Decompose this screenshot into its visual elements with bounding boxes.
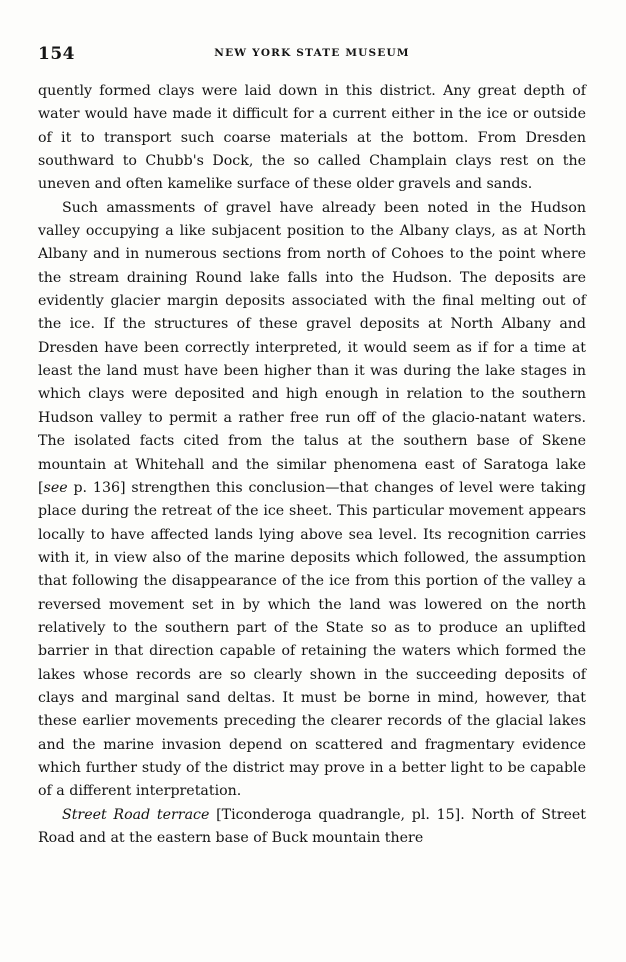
paragraph-text: Such amassments of gravel have already been noted in the Hudson valley occupying a like subjacent position to the Albany clays, as at North Albany and in numerous sections from north of Cohoes to the point where the stream draining Round lake falls into the Hudson. The deposits are evidently glacier margin deposits associated with the final melting out of the ice. If the structures of these gravel deposits at North Albany and Dresden have been correctly interpreted, it would seem as if for a time at least the land must have been higher than it was during the lake stages in which clays were deposited and high enough in relation to the southern Hudson valley to permit a rather free run off of the glacio-natant waters. The isolated facts cited from the talus at the southern base of Skene mountain at Whitehall and the similar phenomena east of Saratoga lake [ xyxy=(38,199,586,496)
page-number: 154 xyxy=(38,44,75,64)
journal-title: NEW YORK STATE MUSEUM xyxy=(214,47,410,59)
running-head xyxy=(38,44,586,66)
see-reference: see xyxy=(43,479,68,496)
body-text xyxy=(38,80,586,850)
paragraph-gravel-amassments xyxy=(38,197,586,804)
paragraph-street-road-terrace xyxy=(38,804,586,851)
paragraph-text: [Ticonderoga quadrangle, pl. 15]. North of Street Road and at the eastern base of Buck mountain there xyxy=(38,806,586,846)
paragraph-text: quently formed clays were laid down in this district. Any great depth of water would have made it difficult for a current either in the ice or outside of it to transport such coarse materials at the bottom. From Dresden southward to Chubb's Dock, the so called Champlain clays rest on the uneven and often kamelike surface of these older gravels and sands. xyxy=(38,83,586,193)
paragraph-text-continued: p. 136] strengthen this conclusion—that changes of level were taking place during the retreat of the ice sheet. This particular movement appears locally to have affected lands lying above sea level. Its recognition carries with it, in view also of the marine deposits which followed, the assumption that following the disappearance of the ice from this portion of the valley a reversed movement set in by which the land was lowered on the north relatively to the southern part of the State so as to produce an uplifted barrier in that direction capable of retaining the waters which formed the lakes whose records are so clearly shown in the succeeding deposits of clays and marginal sand deltas. It must be borne in mind, however, that these earlier movements preceding the clearer records of the glacial lakes and the marine invasion depend on scattered and fragmentary evidence which further study of the district may prove in a better light to be capable of a different interpretation. xyxy=(38,479,586,800)
section-heading: Street Road terrace xyxy=(62,806,210,823)
paragraph-continued xyxy=(38,80,586,197)
